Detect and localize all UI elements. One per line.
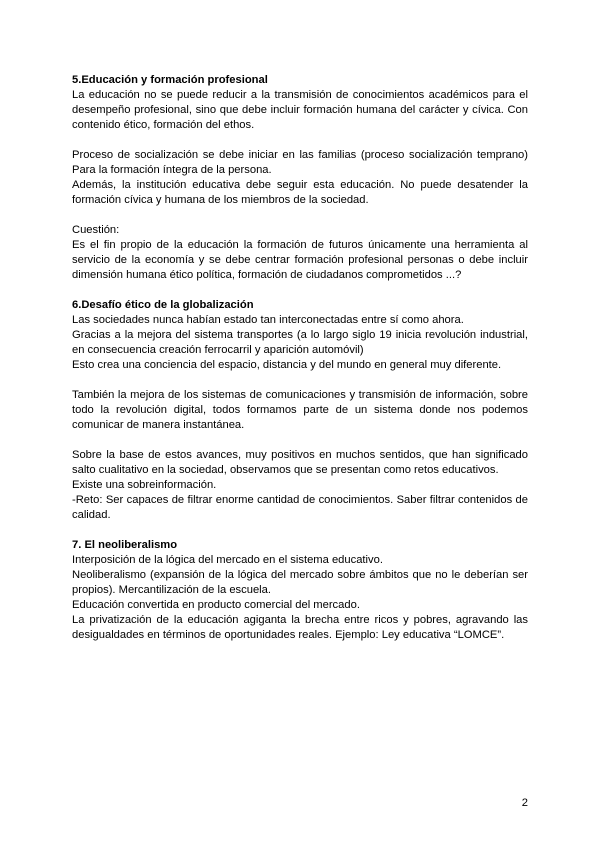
paragraph-spacer bbox=[72, 283, 528, 298]
section-7-paragraph: Educación convertida en producto comercial del mercado. bbox=[72, 599, 360, 611]
paragraph-spacer bbox=[72, 208, 528, 223]
section-7-heading: 7. El neoliberalismo bbox=[72, 539, 178, 551]
paragraph-spacer bbox=[72, 373, 528, 388]
section-5-paragraph: La educación no se puede reducir a la transmisión de conocimientos académicos para el desempeño profesional, sino que debe incluir formación humana del carácter y cívica. Con contenido ético, formación del ethos. bbox=[72, 89, 528, 131]
page-number: 2 bbox=[521, 797, 528, 809]
section-6-paragraph: Las sociedades nunca habían estado tan interconectadas entre sí como ahora. bbox=[72, 314, 464, 326]
page-content bbox=[72, 73, 528, 643]
section-5-question-label: Cuestión: bbox=[72, 224, 120, 236]
section-5-question: Es el fin propio de la educación la formación de futuros únicamente una herramienta al servicio de la economía y se debe centrar formación profesional personas o debe incluir dimensión humana ético política, formación de ciudadanos comprometidos ...? bbox=[72, 239, 528, 281]
paragraph-spacer bbox=[72, 133, 528, 148]
section-7-paragraph: La privatización de la educación agiganta la brecha entre ricos y pobres, agravando las desigualdades en términos de oportunidades reales. Ejemplo: Ley educativa “LOMCE”. bbox=[72, 614, 528, 641]
section-5-heading: 5.Educación y formación profesional bbox=[72, 74, 268, 86]
section-6-paragraph: -Reto: Ser capaces de filtrar enorme cantidad de conocimientos. Saber filtrar contenidos de calidad. bbox=[72, 494, 528, 521]
section-7-paragraph: Neoliberalismo (expansión de la lógica del mercado sobre ámbitos que no le deberían ser propios). Mercantilización de la escuela. bbox=[72, 569, 528, 596]
section-6-heading: 6.Desafío ético de la globalización bbox=[72, 299, 254, 311]
section-6-paragraph: Existe una sobreinformación. bbox=[72, 479, 217, 491]
section-6-paragraph: Esto crea una conciencia del espacio, distancia y del mundo en general muy diferente. bbox=[72, 359, 502, 371]
section-5-paragraph: Proceso de socialización se debe iniciar en las familias (proceso socialización temprano) Para la formación íntegra de la persona. bbox=[72, 149, 528, 176]
section-6-paragraph: También la mejora de los sistemas de comunicaciones y transmisión de información, sobre todo la revolución digital, todos formamos parte de un sistema donde nos podemos comunicar de manera instantánea. bbox=[72, 389, 528, 431]
section-6-paragraph: Gracias a la mejora del sistema transportes (a lo largo siglo 19 inicia revolución industrial, en consecuencia creación ferrocarril y aparición automóvil) bbox=[72, 329, 528, 356]
paragraph-spacer bbox=[72, 523, 528, 538]
section-6-paragraph: Sobre la base de estos avances, muy positivos en muchos sentidos, que han significado salto cualitativo en la sociedad, observamos que se presentan como retos educativos. bbox=[72, 449, 528, 476]
section-7-paragraph: Interposición de la lógica del mercado en el sistema educativo. bbox=[72, 554, 383, 566]
paragraph-spacer bbox=[72, 433, 528, 448]
section-5-paragraph: Además, la institución educativa debe seguir esta educación. No puede desatender la formación cívica y humana de los miembros de la sociedad. bbox=[72, 179, 528, 206]
